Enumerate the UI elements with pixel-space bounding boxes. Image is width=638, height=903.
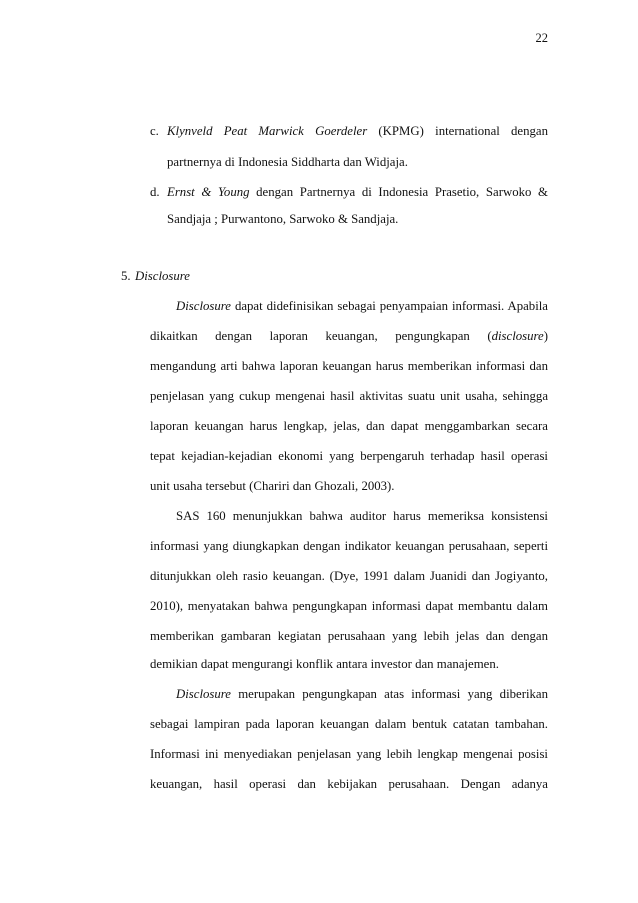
text-run: Disclosure <box>176 299 231 313</box>
paragraph-3-line-3 <box>150 746 548 762</box>
paragraph-1-line-7 <box>150 478 395 494</box>
list-label-c: c. <box>150 124 159 138</box>
paragraph-3-line-1 <box>176 686 548 702</box>
text-run: Disclosure <box>176 687 231 701</box>
text-run: dengan Partnernya di Indonesia Prasetio, Sarwoko & <box>249 185 548 199</box>
text-run: Ernst & Young <box>167 185 250 199</box>
text-run: laporan keuangan harus lengkap, jelas, dan dapat menggambarkan secara <box>150 419 548 433</box>
paragraph-3-line-4 <box>150 776 548 792</box>
text-run: merupakan pengungkapan atas informasi yang diberikan <box>230 687 548 701</box>
paragraph-1-line-6 <box>150 448 548 464</box>
text-run: 2010), menyatakan bahwa pengungkapan informasi dapat membantu dalam <box>150 599 548 613</box>
text-run: Informasi ini menyediakan penjelasan yang lebih lengkap mengenai posisi <box>150 747 548 761</box>
text-run: partnernya di Indonesia Siddharta dan Widjaja. <box>167 155 408 169</box>
paragraph-1-line-4 <box>150 388 548 404</box>
paragraph-1-line-1 <box>176 298 548 314</box>
text-run: memberikan gambaran kegiatan perusahaan yang lebih jelas dan dengan <box>150 629 548 643</box>
text-run: Klynveld Peat Marwick Goerdeler <box>167 124 368 138</box>
text-run: Sandjaja ; Purwantono, Sarwoko & Sandjaja. <box>167 212 399 226</box>
text-run: penjelasan yang cukup mengenai hasil aktivitas suatu unit usaha, sehingga <box>150 389 548 403</box>
text-run: sebagai lampiran pada laporan keuangan dalam bentuk catatan tambahan. <box>150 717 548 731</box>
text-run: SAS 160 menunjukkan bahwa auditor harus memeriksa konsistensi <box>176 509 548 523</box>
text-run: (KPMG) international dengan <box>367 124 548 138</box>
paragraph-1-line-3 <box>150 358 548 374</box>
text-run: disclosure <box>491 329 544 343</box>
list-label-d: d. <box>150 185 160 199</box>
text-run: dikaitkan dengan laporan keuangan, pengungkapan ( <box>150 329 492 343</box>
text-run: dapat didefinisikan sebagai penyampaian informasi. Apabila <box>230 299 548 313</box>
paragraph-2-line-4 <box>150 598 548 614</box>
text-run: demikian dapat mengurangi konflik antara investor dan manajemen. <box>150 657 499 671</box>
text-run: tepat kejadian-kejadian ekonomi yang berpengaruh terhadap hasil operasi <box>150 449 548 463</box>
section-number: 5. <box>121 269 131 283</box>
paragraph-2-line-3 <box>150 568 548 584</box>
paragraph-1-line-5 <box>150 418 548 434</box>
paragraph-2-line-5 <box>150 628 548 644</box>
text-run: informasi yang diungkapkan dengan indikator keuangan perusahaan, seperti <box>150 539 548 553</box>
list-item-c-line-1 <box>167 123 548 139</box>
list-item-d-line-1 <box>167 184 548 200</box>
section-title: Disclosure <box>135 269 190 283</box>
paragraph-2-line-2 <box>150 538 548 554</box>
text-run: unit usaha tersebut (Chariri dan Ghozali, 2003). <box>150 479 395 493</box>
paragraph-3-line-2 <box>150 716 548 732</box>
text-run: keuangan, hasil operasi dan kebijakan perusahaan. Dengan adanya <box>150 777 548 791</box>
text-run: ditunjukkan oleh rasio keuangan. (Dye, 1991 dalam Juanidi dan Jogiyanto, <box>150 569 548 583</box>
paragraph-2-line-1 <box>176 508 548 524</box>
page-number: 22 <box>535 31 548 45</box>
text-run: mengandung arti bahwa laporan keuangan harus memberikan informasi dan <box>150 359 548 373</box>
text-run: ) <box>543 329 548 343</box>
list-item-d-line-2 <box>167 211 398 227</box>
paragraph-1-line-2 <box>150 328 548 344</box>
list-item-c-line-2 <box>167 154 408 170</box>
paragraph-2-line-6 <box>150 656 499 672</box>
